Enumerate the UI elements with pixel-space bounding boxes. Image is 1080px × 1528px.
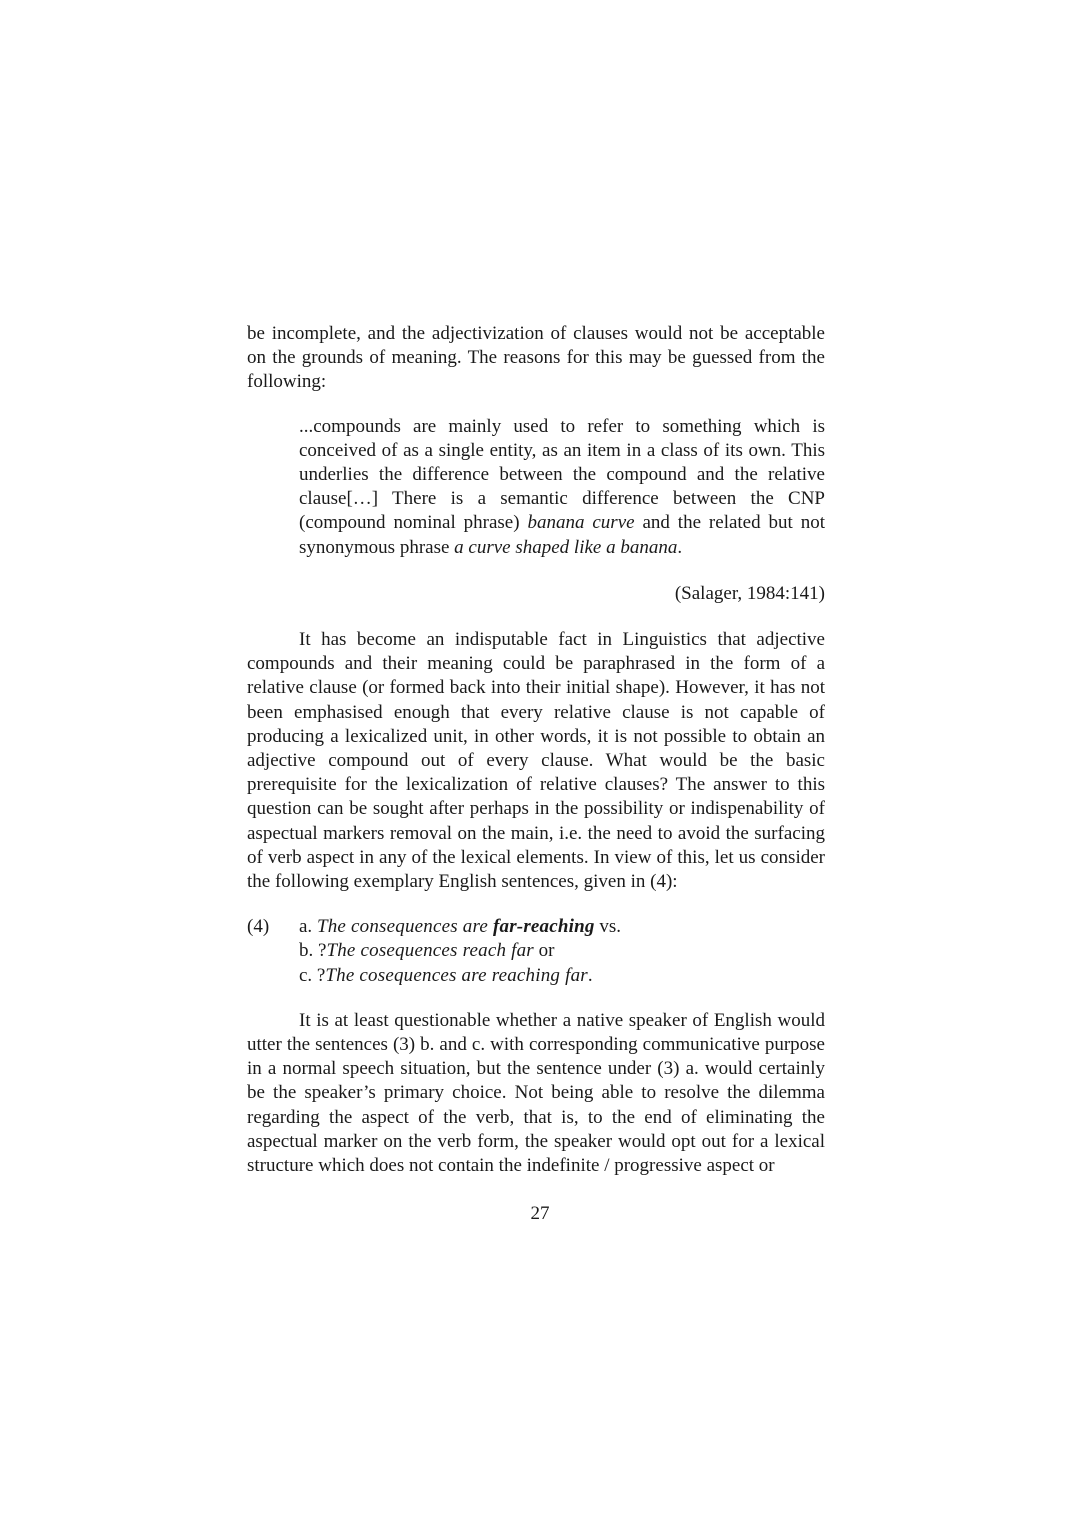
citation: (Salager, 1984:141) [674,582,825,604]
example-c-italic: The cosequences are reaching far [325,964,588,986]
quote-italic-banana-curve: banana curve [527,512,635,534]
example-a-italic: The consequences are [316,916,493,938]
quote-text-part3: . [677,536,683,558]
example-a-label: a. [299,916,317,938]
example-a-bold: far-reaching [492,916,595,938]
example-b-tail: or [533,940,555,962]
quote-italic-curve-shaped: a curve shaped like a banana [454,536,678,558]
example-b-label: b. ? [299,940,327,962]
quote-text-part1: ...compounds are mainly used to refer to something which is conceived of as a single entity, as an item in a class of its own. This underlies the difference between the compound and the relative clause[…] There is a semantic difference between the CNP (compound nominal phrase) [299,415,825,534]
page-number: 27 [530,1203,550,1224]
example-a-tail: vs. [594,916,621,938]
example-a [299,915,825,939]
quote-text-part2: and the related but not synonymous phrase [299,512,825,558]
example-c-label: c. ? [299,964,326,986]
example-c-tail: . [587,964,593,986]
block-quote [299,415,825,560]
example-number: (4) [247,916,270,938]
example-items [299,915,825,988]
example-list [247,915,825,988]
example-b-italic: The cosequences reach far [326,940,534,962]
final-paragraph: It is at least questionable whether a native speaker of English would utter the sentences (3) b. and c. with corresponding communicative purpose in a normal speech situation, but the sentence under (3) a. would certainly be the speaker’s primary choice. Not being able to resolve the dilemma regarding the aspect of the verb, that is, to the end of eliminating the aspectual marker on the verb form, the speaker would opt out for a lexical structure which does not contain the indefinite / progressive aspect or [247,1009,825,1177]
example-c [299,964,825,988]
example-b [299,939,825,963]
main-paragraph: It has become an indisputable fact in Linguistics that adjective compounds and their meaning could be paraphrased in the form of a relative clause (or formed back into their initial shape). However, it has not been emphasised enough that every relative clause is not capable of producing a lexicalized unit, in other words, it is not possible to obtain an adjective compound out of every clause. What would be the basic prerequisite for the lexicalization of relative clauses? The answer to this question can be sought after perhaps in the possibility or indispenability of aspectual markers removal on the main, i.e. the need to avoid the surfacing of verb aspect in any of the lexical elements. In view of this, let us consider the following exemplary English sentences, given in (4): [247,629,825,893]
intro-paragraph: be incomplete, and the adjectivization of clauses would not be acceptable on the grounds of meaning. The reasons for this may be guessed from the following: [247,323,825,393]
page-body [247,322,825,1178]
